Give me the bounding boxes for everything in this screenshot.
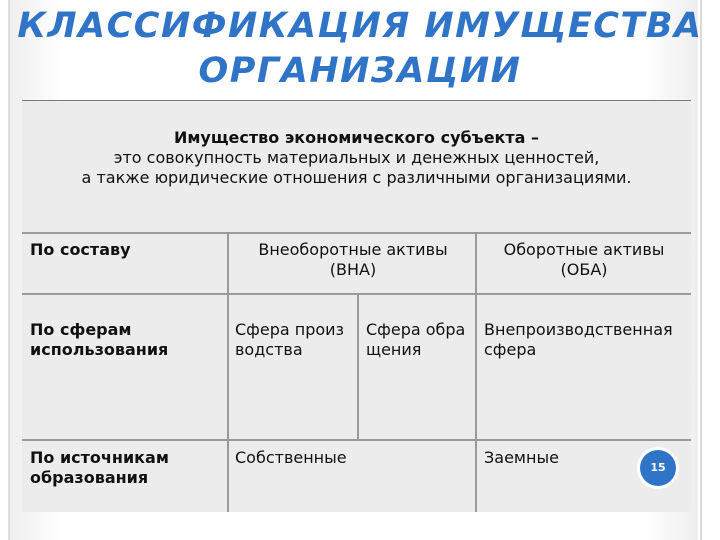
- column-separator: [227, 233, 229, 512]
- row-separator: [22, 232, 691, 234]
- row-label-composition: По составу: [30, 240, 131, 259]
- row-label-usage-spheres: По сферам использования: [30, 320, 169, 359]
- cell-production-sphere: Сфера производства: [235, 320, 345, 359]
- cell-non-current-assets: Внеоборотные активы (ВНА): [258, 240, 448, 279]
- column-separator: [475, 233, 477, 512]
- cell-borrowed-sources: Заемные: [484, 448, 559, 467]
- table-top-border: [22, 100, 691, 101]
- definition-block: [22, 128, 691, 188]
- cell-current-assets: Оборотные активы (ОБА): [503, 240, 665, 279]
- page-number-badge: 15: [640, 450, 676, 486]
- cell-non-production-sphere: Внепроизводственная сфера: [484, 320, 673, 359]
- definition-heading: Имущество экономического субъекта –: [173, 128, 540, 147]
- title-line-2: ОРГАНИЗАЦИИ: [198, 51, 522, 91]
- cell-circulation-sphere: Сфера обращения: [366, 320, 466, 359]
- definition-line-1: это совокупность материальных и денежных ценностей,: [113, 148, 600, 167]
- classification-table: [22, 100, 691, 512]
- slide-title: [0, 4, 720, 94]
- definition-line-2: а также юридические отношения с различными организациями.: [81, 168, 632, 187]
- row-label-formation-sources: По источникам образования: [30, 448, 169, 487]
- cell-own-sources: Собственные: [235, 448, 347, 467]
- title-line-1: КЛАССИФИКАЦИЯ ИМУЩЕСТВА: [17, 6, 703, 46]
- column-separator: [357, 294, 359, 440]
